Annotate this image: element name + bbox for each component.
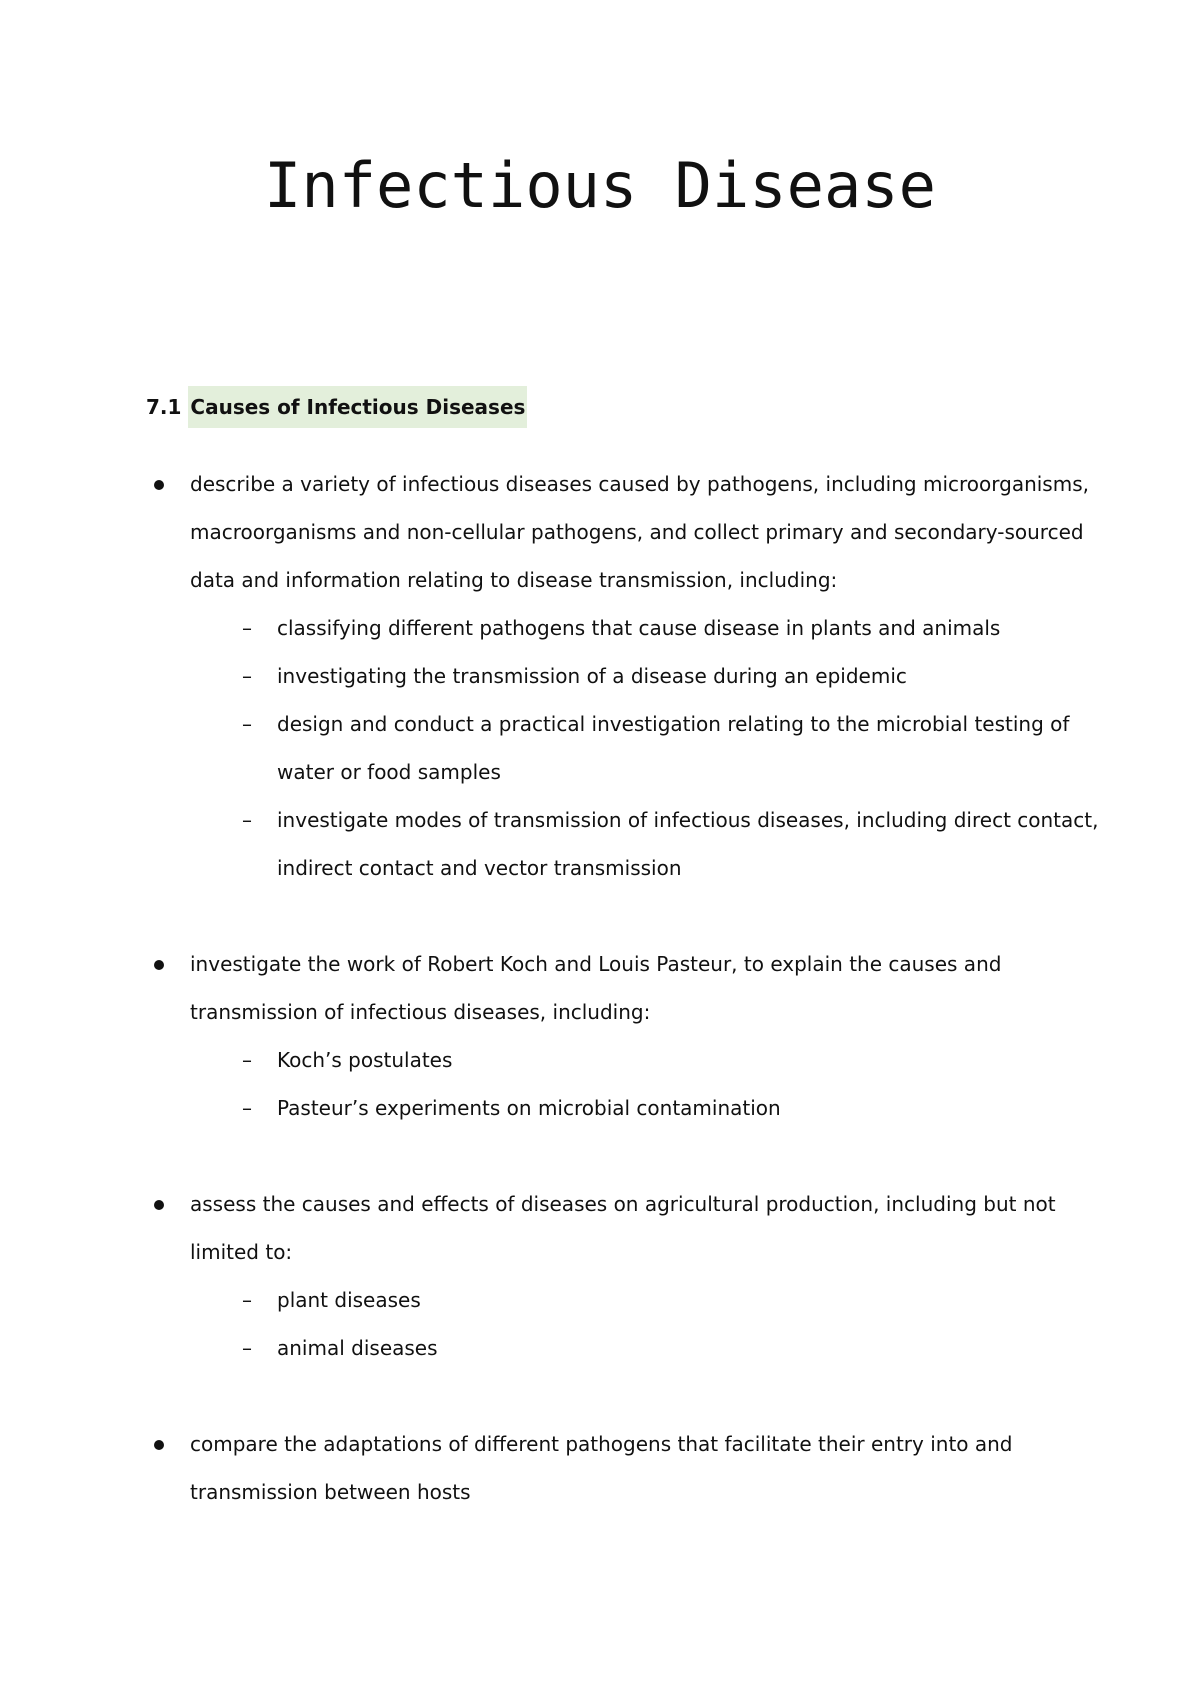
- section-heading: [146, 386, 527, 428]
- dash-icon: –: [242, 1336, 252, 1360]
- bullet-text-line: investigate the work of Robert Koch and Louis Pasteur, to explain the causes and: [190, 952, 1002, 976]
- bullet-text-line: describe a variety of infectious diseases caused by pathogens, including microorganisms,: [190, 472, 1089, 496]
- bullet-item: [146, 1180, 1066, 1372]
- bullet-text-line: transmission of infectious diseases, including:: [190, 1000, 651, 1024]
- sub-item-line: [146, 1276, 1066, 1324]
- dash-icon: –: [242, 1048, 252, 1072]
- sub-item-text: water or food samples: [277, 760, 501, 784]
- sub-item-text: design and conduct a practical investigation relating to the microbial testing of: [277, 712, 1070, 736]
- sub-item-text: Koch’s postulates: [277, 1048, 453, 1072]
- sub-item-text: plant diseases: [277, 1288, 421, 1312]
- sub-item-line: [146, 844, 1066, 892]
- spacer: [146, 892, 1066, 940]
- sub-item-line: [146, 748, 1066, 796]
- sub-item-line: [146, 796, 1099, 844]
- bullet-text-line: assess the causes and effects of diseases on agricultural production, including but not: [190, 1192, 1056, 1216]
- section-number: 7.1: [146, 395, 182, 419]
- bullet-text-line: limited to:: [190, 1240, 293, 1264]
- sub-item-text: animal diseases: [277, 1336, 438, 1360]
- sub-item-line: [146, 1036, 1066, 1084]
- dash-icon: –: [242, 712, 252, 736]
- page-title: Infectious Disease: [264, 149, 936, 222]
- sub-item-line: [146, 604, 1066, 652]
- sub-item-text: investigate modes of transmission of infectious diseases, including direct contact,: [277, 808, 1099, 832]
- document-body: [146, 460, 1099, 1516]
- spacer: [146, 1372, 1066, 1420]
- bullet-item: [146, 460, 1099, 892]
- dash-icon: –: [242, 664, 252, 688]
- bullet-text-line: macroorganisms and non-cellular pathogens, and collect primary and secondary-sourced: [190, 520, 1084, 544]
- dash-icon: –: [242, 1096, 252, 1120]
- sub-item-text: indirect contact and vector transmission: [277, 856, 682, 880]
- section-title: Causes of Infectious Diseases: [188, 386, 527, 428]
- sub-item-text: classifying different pathogens that cause disease in plants and animals: [277, 616, 1001, 640]
- sub-item-line: [146, 1324, 1066, 1372]
- spacer: [146, 1132, 1066, 1180]
- bullet-item: [146, 1420, 1066, 1516]
- sub-item-line: [146, 1084, 1066, 1132]
- sub-item-text: Pasteur’s experiments on microbial contamination: [277, 1096, 781, 1120]
- sub-item-text: investigating the transmission of a disease during an epidemic: [277, 664, 907, 688]
- bullet-text-line: transmission between hosts: [190, 1480, 471, 1504]
- sub-item-line: [146, 700, 1070, 748]
- dash-icon: –: [242, 616, 252, 640]
- dash-icon: –: [242, 808, 252, 832]
- bullet-item: [146, 940, 1066, 1132]
- dash-icon: –: [242, 1288, 252, 1312]
- sub-item-line: [146, 652, 1066, 700]
- bullet-text-line: data and information relating to disease transmission, including:: [190, 568, 838, 592]
- bullet-text-line: compare the adaptations of different pathogens that facilitate their entry into and: [190, 1432, 1013, 1456]
